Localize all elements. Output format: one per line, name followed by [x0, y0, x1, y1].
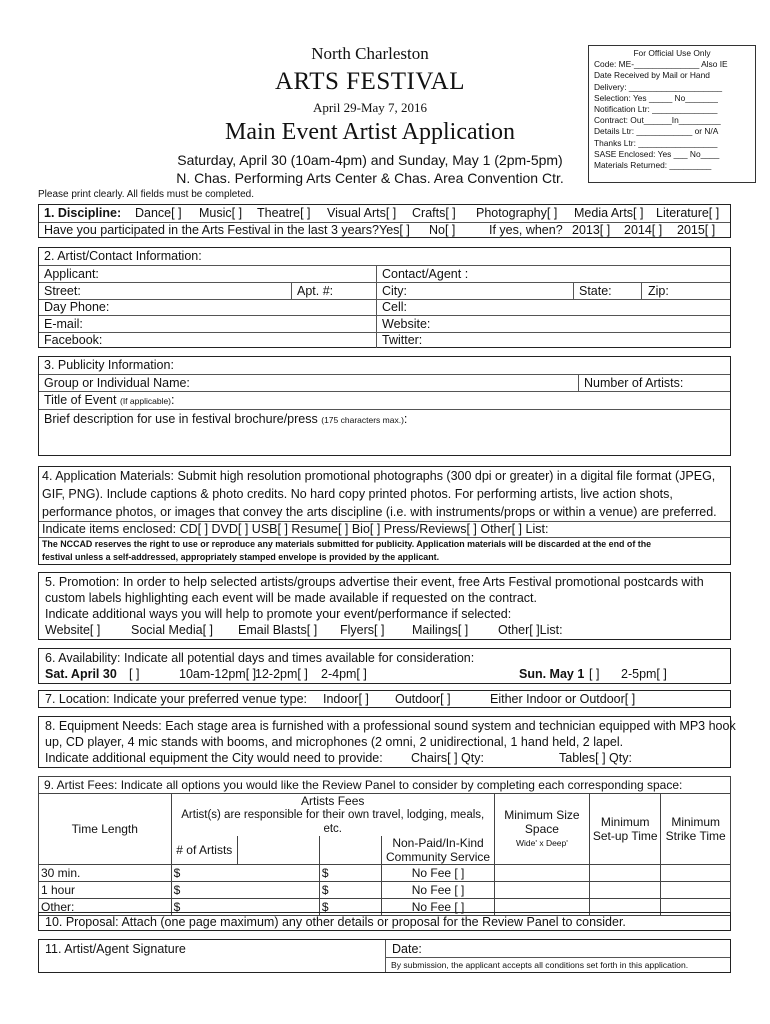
section-artist-fees: [38, 776, 731, 914]
min-setup-header: Minimum Set-up Time: [590, 794, 661, 865]
materials-text-line: performance photos, or images that convey the arts discipline (i.e. with instruments/props or within a venue) are preferred.: [42, 505, 717, 519]
discipline-literature-checkbox[interactable]: Literature[ ]: [656, 206, 720, 220]
no-fee-checkbox[interactable]: No Fee [ ]: [382, 899, 495, 916]
discipline-media-arts-checkbox[interactable]: Media Arts[ ]: [574, 206, 644, 220]
group-name-field[interactable]: Group or Individual Name:: [44, 376, 190, 390]
discipline-visual-arts-checkbox[interactable]: Visual Arts[ ]: [327, 206, 397, 220]
section-equipment: [38, 716, 736, 768]
twitter-field[interactable]: Twitter:: [382, 333, 423, 347]
year-2014-checkbox[interactable]: 2014[ ]: [624, 223, 663, 237]
fee-amount-2[interactable]: $: [319, 882, 381, 899]
promo-social-media-checkbox[interactable]: Social Media[ ]: [131, 623, 213, 637]
discipline-heading: 1. Discipline:: [44, 206, 122, 220]
email-row: [39, 315, 730, 332]
availability-text: Indicate all potential days and times available for consideration:: [124, 651, 475, 665]
size-space-cell[interactable]: [494, 865, 589, 882]
discipline-crafts-checkbox[interactable]: Crafts[ ]: [412, 206, 456, 220]
setup-time-cell[interactable]: [590, 882, 661, 899]
promo-other-checkbox[interactable]: Other[ ]List:: [498, 623, 563, 637]
fee-amount-1[interactable]: $: [171, 899, 319, 916]
saturday-all-checkbox[interactable]: [ ]: [129, 667, 140, 681]
official-use-line: Materials Returned: _________: [594, 160, 712, 171]
year-2013-checkbox[interactable]: 2013[ ]: [572, 223, 611, 237]
section-discipline: [38, 204, 731, 238]
saturday-10am-12pm-checkbox[interactable]: 10am-12pm[ ]: [179, 667, 257, 681]
tables-checkbox[interactable]: Tables[ ] Qty:: [559, 751, 632, 765]
section-proposal: [38, 912, 731, 931]
promo-flyers-checkbox[interactable]: Flyers[ ]: [340, 623, 385, 637]
sunday-all-checkbox[interactable]: [ ]: [589, 667, 600, 681]
section-publicity: [38, 356, 731, 456]
official-use-box: [588, 45, 756, 183]
section-contact-info: [38, 247, 731, 348]
state-field[interactable]: State:: [579, 284, 612, 298]
event-title-label: Title of Event: [44, 393, 117, 407]
fees-heading: 9. Artist Fees:: [44, 778, 118, 792]
fee-amount-1[interactable]: $: [171, 865, 319, 882]
nccad-notice-line: festival unless a self-addressed, appropriately stamped envelope is provided by the applicant.: [42, 552, 440, 562]
event-title-colon: :: [171, 393, 175, 407]
if-yes-when-label: If yes, when?: [489, 223, 563, 237]
proposal-heading: 10. Proposal:: [45, 915, 119, 929]
location-text: Indicate your preferred venue type:: [113, 692, 307, 706]
fee-time-label: 1 hour: [39, 882, 172, 899]
fee-amount-2[interactable]: $: [319, 865, 381, 882]
city-field[interactable]: City:: [382, 284, 407, 298]
size-space-cell[interactable]: [494, 882, 589, 899]
availability-heading: 6. Availability:: [45, 651, 121, 665]
equipment-heading: 8. Equipment Needs:: [45, 719, 162, 733]
fee-time-label: Other:: [39, 899, 172, 916]
section-promotion: [38, 572, 731, 640]
event-venue: N. Chas. Performing Arts Center & Chas. Area Convention Ctr.: [176, 170, 564, 186]
either-venue-checkbox[interactable]: Either Indoor or Outdoor[ ]: [490, 692, 636, 706]
official-use-line: Date Received by Mail or Hand: [594, 70, 710, 81]
promotion-text-line: Indicate additional ways you will help to promote your event/performance if selected:: [45, 607, 512, 621]
chairs-checkbox[interactable]: Chairs[ ] Qty:: [411, 751, 484, 765]
signature-label: 11. Artist/Agent Signature: [45, 942, 186, 956]
contact-agent-field[interactable]: Contact/Agent :: [382, 267, 469, 281]
applicant-field[interactable]: Applicant:: [44, 267, 99, 281]
official-use-line: Notification Ltr: ______________: [594, 104, 718, 115]
section-application-materials: [38, 466, 731, 565]
print-note: Please print clearly. All fields must be completed.: [38, 189, 255, 200]
strike-time-cell[interactable]: [661, 865, 731, 882]
email-field[interactable]: E-mail:: [44, 317, 83, 331]
contact-heading: 2. Artist/Contact Information:: [44, 249, 202, 263]
participation-question: Have you participated in the Arts Festival in the last 3 years?: [44, 223, 379, 237]
time-length-header: Time Length: [39, 794, 172, 865]
discipline-photography-checkbox[interactable]: Photography[ ]: [476, 206, 558, 220]
section-availability: [38, 648, 731, 684]
number-of-artists-field[interactable]: Number of Artists:: [584, 376, 684, 390]
description-colon: :: [403, 412, 408, 426]
nonpaid-header: Non-Paid/In-Kind Community Service: [382, 836, 495, 865]
nccad-notice: [39, 537, 730, 565]
official-use-line: Details Ltr: ____________ or N/A: [594, 126, 719, 137]
description-row[interactable]: [39, 409, 730, 456]
official-use-line: Contract: Out______In_________: [594, 115, 721, 126]
festival-dates: April 29-May 7, 2016: [312, 100, 428, 115]
promo-website-checkbox[interactable]: Website[ ]: [45, 623, 101, 637]
fee-time-label: 30 min.: [39, 865, 172, 882]
acceptance-note: By submission, the applicant accepts all conditions set forth in this application.: [391, 960, 689, 970]
promo-mailings-checkbox[interactable]: Mailings[ ]: [412, 623, 469, 637]
materials-text-line: GIF, PNG). Include captions & photo credits. No hard copy printed photos. For performing artists, live action shots,: [42, 487, 673, 501]
outdoor-checkbox[interactable]: Outdoor[ ]: [395, 692, 451, 706]
min-size-header: Minimum Size Space: [504, 808, 580, 836]
strike-time-cell[interactable]: [661, 882, 731, 899]
city-name: North Charleston: [311, 44, 429, 63]
setup-time-cell[interactable]: [590, 865, 661, 882]
social-row: [39, 332, 730, 348]
page-title: Main Event Artist Application: [225, 119, 515, 145]
min-strike-header: Minimum Strike Time: [661, 794, 731, 865]
official-use-line: Delivery: ____________________: [594, 81, 723, 92]
nccad-notice-line: The NCCAD reserves the right to use or reproduce any materials submitted for publicity. Application materials will be discarded at the end of the: [42, 539, 652, 549]
festival-name: ARTS FESTIVAL: [275, 68, 465, 95]
fee-amount-1[interactable]: $: [171, 882, 319, 899]
zip-field[interactable]: Zip:: [648, 284, 669, 298]
official-use-line: Code: ME-______________ Also IE: [594, 59, 728, 70]
materials-heading: 4. Application Materials:: [42, 469, 175, 483]
indoor-checkbox[interactable]: Indoor[ ]: [323, 692, 369, 706]
cell-field[interactable]: Cell:: [382, 300, 408, 314]
promo-email-blasts-checkbox[interactable]: Email Blasts[ ]: [238, 623, 318, 637]
apt-field[interactable]: Apt. #:: [297, 284, 334, 298]
official-use-line: SASE Enclosed: Yes ___ No____: [594, 148, 720, 159]
location-heading: 7. Location:: [45, 692, 110, 706]
group-row: [39, 374, 730, 391]
materials-text-line: Submit high resolution promotional photographs (300 dpi or greater) in a digital file format (JPEG,: [177, 469, 716, 483]
year-2015-checkbox[interactable]: 2015[ ]: [677, 223, 716, 237]
street-field[interactable]: Street:: [44, 284, 81, 298]
no-fee-checkbox[interactable]: No Fee [ ]: [382, 882, 495, 899]
wide-deep-note: Wide' x Deep': [515, 838, 568, 848]
participated-yes-checkbox[interactable]: Yes[ ]: [379, 223, 410, 237]
event-days: Saturday, April 30 (10am-4pm) and Sunday, May 1 (2pm-5pm): [177, 152, 563, 168]
saturday-2-4pm-checkbox[interactable]: 2-4pm[ ]: [321, 667, 367, 681]
day-phone-field[interactable]: Day Phone:: [44, 300, 110, 314]
promotion-text-line: custom labels highlighting each event will be made available if requested on the contract.: [45, 591, 537, 605]
fees-table: [38, 776, 731, 916]
section-signature: [38, 939, 731, 973]
description-label: Brief description for use in festival brochure/press: [44, 412, 318, 426]
section-location: [38, 690, 731, 708]
saturday-12-2pm-checkbox[interactable]: 12-2pm[ ]: [255, 667, 308, 681]
equipment-text-line: Each stage area is furnished with a professional sound system and technician equipped with MP3 hook: [165, 719, 736, 733]
discipline-dance-checkbox[interactable]: Dance[ ]: [135, 206, 182, 220]
equipment-text-line: up, CD player, 4 mic stands with booms, and microphones (2 omni, 2 unidirectional, 1 hand held, 2 lapel.: [45, 735, 624, 749]
participated-no-checkbox[interactable]: No[ ]: [429, 223, 456, 237]
equipment-text-line: Indicate additional equipment the City would need to provide:: [45, 751, 383, 765]
phone-row: [39, 299, 730, 315]
promotion-text-line: In order to help selected artists/groups advertise their event, free Arts Festival promotional postcards with: [122, 575, 704, 589]
official-use-title: For Official Use Only: [633, 48, 711, 58]
official-use-line: Thanks Ltr: _________________: [594, 137, 718, 148]
discipline-music-checkbox[interactable]: Music[ ]: [199, 206, 243, 220]
proposal-text: Attach (one page maximum) any other details or proposal for the Review Panel to consider.: [121, 915, 626, 929]
artists-fees-title: Artists Fees: [301, 794, 365, 808]
signature-field[interactable]: [39, 940, 385, 972]
sunday-label: Sun. May 1: [519, 667, 585, 681]
items-enclosed-row[interactable]: Indicate items enclosed: CD[ ] DVD[ ] USB[ ] Resume[ ] Bio[ ] Press/Reviews[ ] Other[ ] List:: [39, 521, 730, 537]
publicity-heading: 3. Publicity Information:: [44, 358, 174, 372]
applicant-row: [39, 265, 730, 282]
description-note: (175 characters max.): [321, 415, 404, 425]
official-use-line: Selection: Yes _____ No_______: [594, 92, 718, 103]
fees-text: Indicate all options you would like the Review Panel to consider by completing each corresponding space:: [120, 778, 683, 792]
promotion-heading: 5. Promotion:: [45, 575, 120, 589]
facebook-field[interactable]: Facebook:: [44, 333, 103, 347]
website-field[interactable]: Website:: [382, 317, 431, 331]
num-artists-header: # of Artists: [171, 836, 237, 865]
discipline-theatre-checkbox[interactable]: Theatre[ ]: [257, 206, 311, 220]
date-field[interactable]: Date:: [392, 942, 422, 956]
saturday-label: Sat. April 30: [45, 667, 117, 681]
artists-fees-subtitle: Artist(s) are responsible for their own travel, lodging, meals, etc.: [181, 809, 485, 835]
no-fee-checkbox[interactable]: No Fee [ ]: [382, 865, 495, 882]
fee-amount-2[interactable]: $: [319, 899, 381, 916]
sunday-2-5pm-checkbox[interactable]: 2-5pm[ ]: [621, 667, 667, 681]
event-title-note: (If applicable): [119, 396, 172, 406]
title-row[interactable]: [39, 391, 730, 409]
address-row: [39, 282, 730, 299]
fee-row: [39, 865, 731, 882]
fee-row: [39, 882, 731, 899]
